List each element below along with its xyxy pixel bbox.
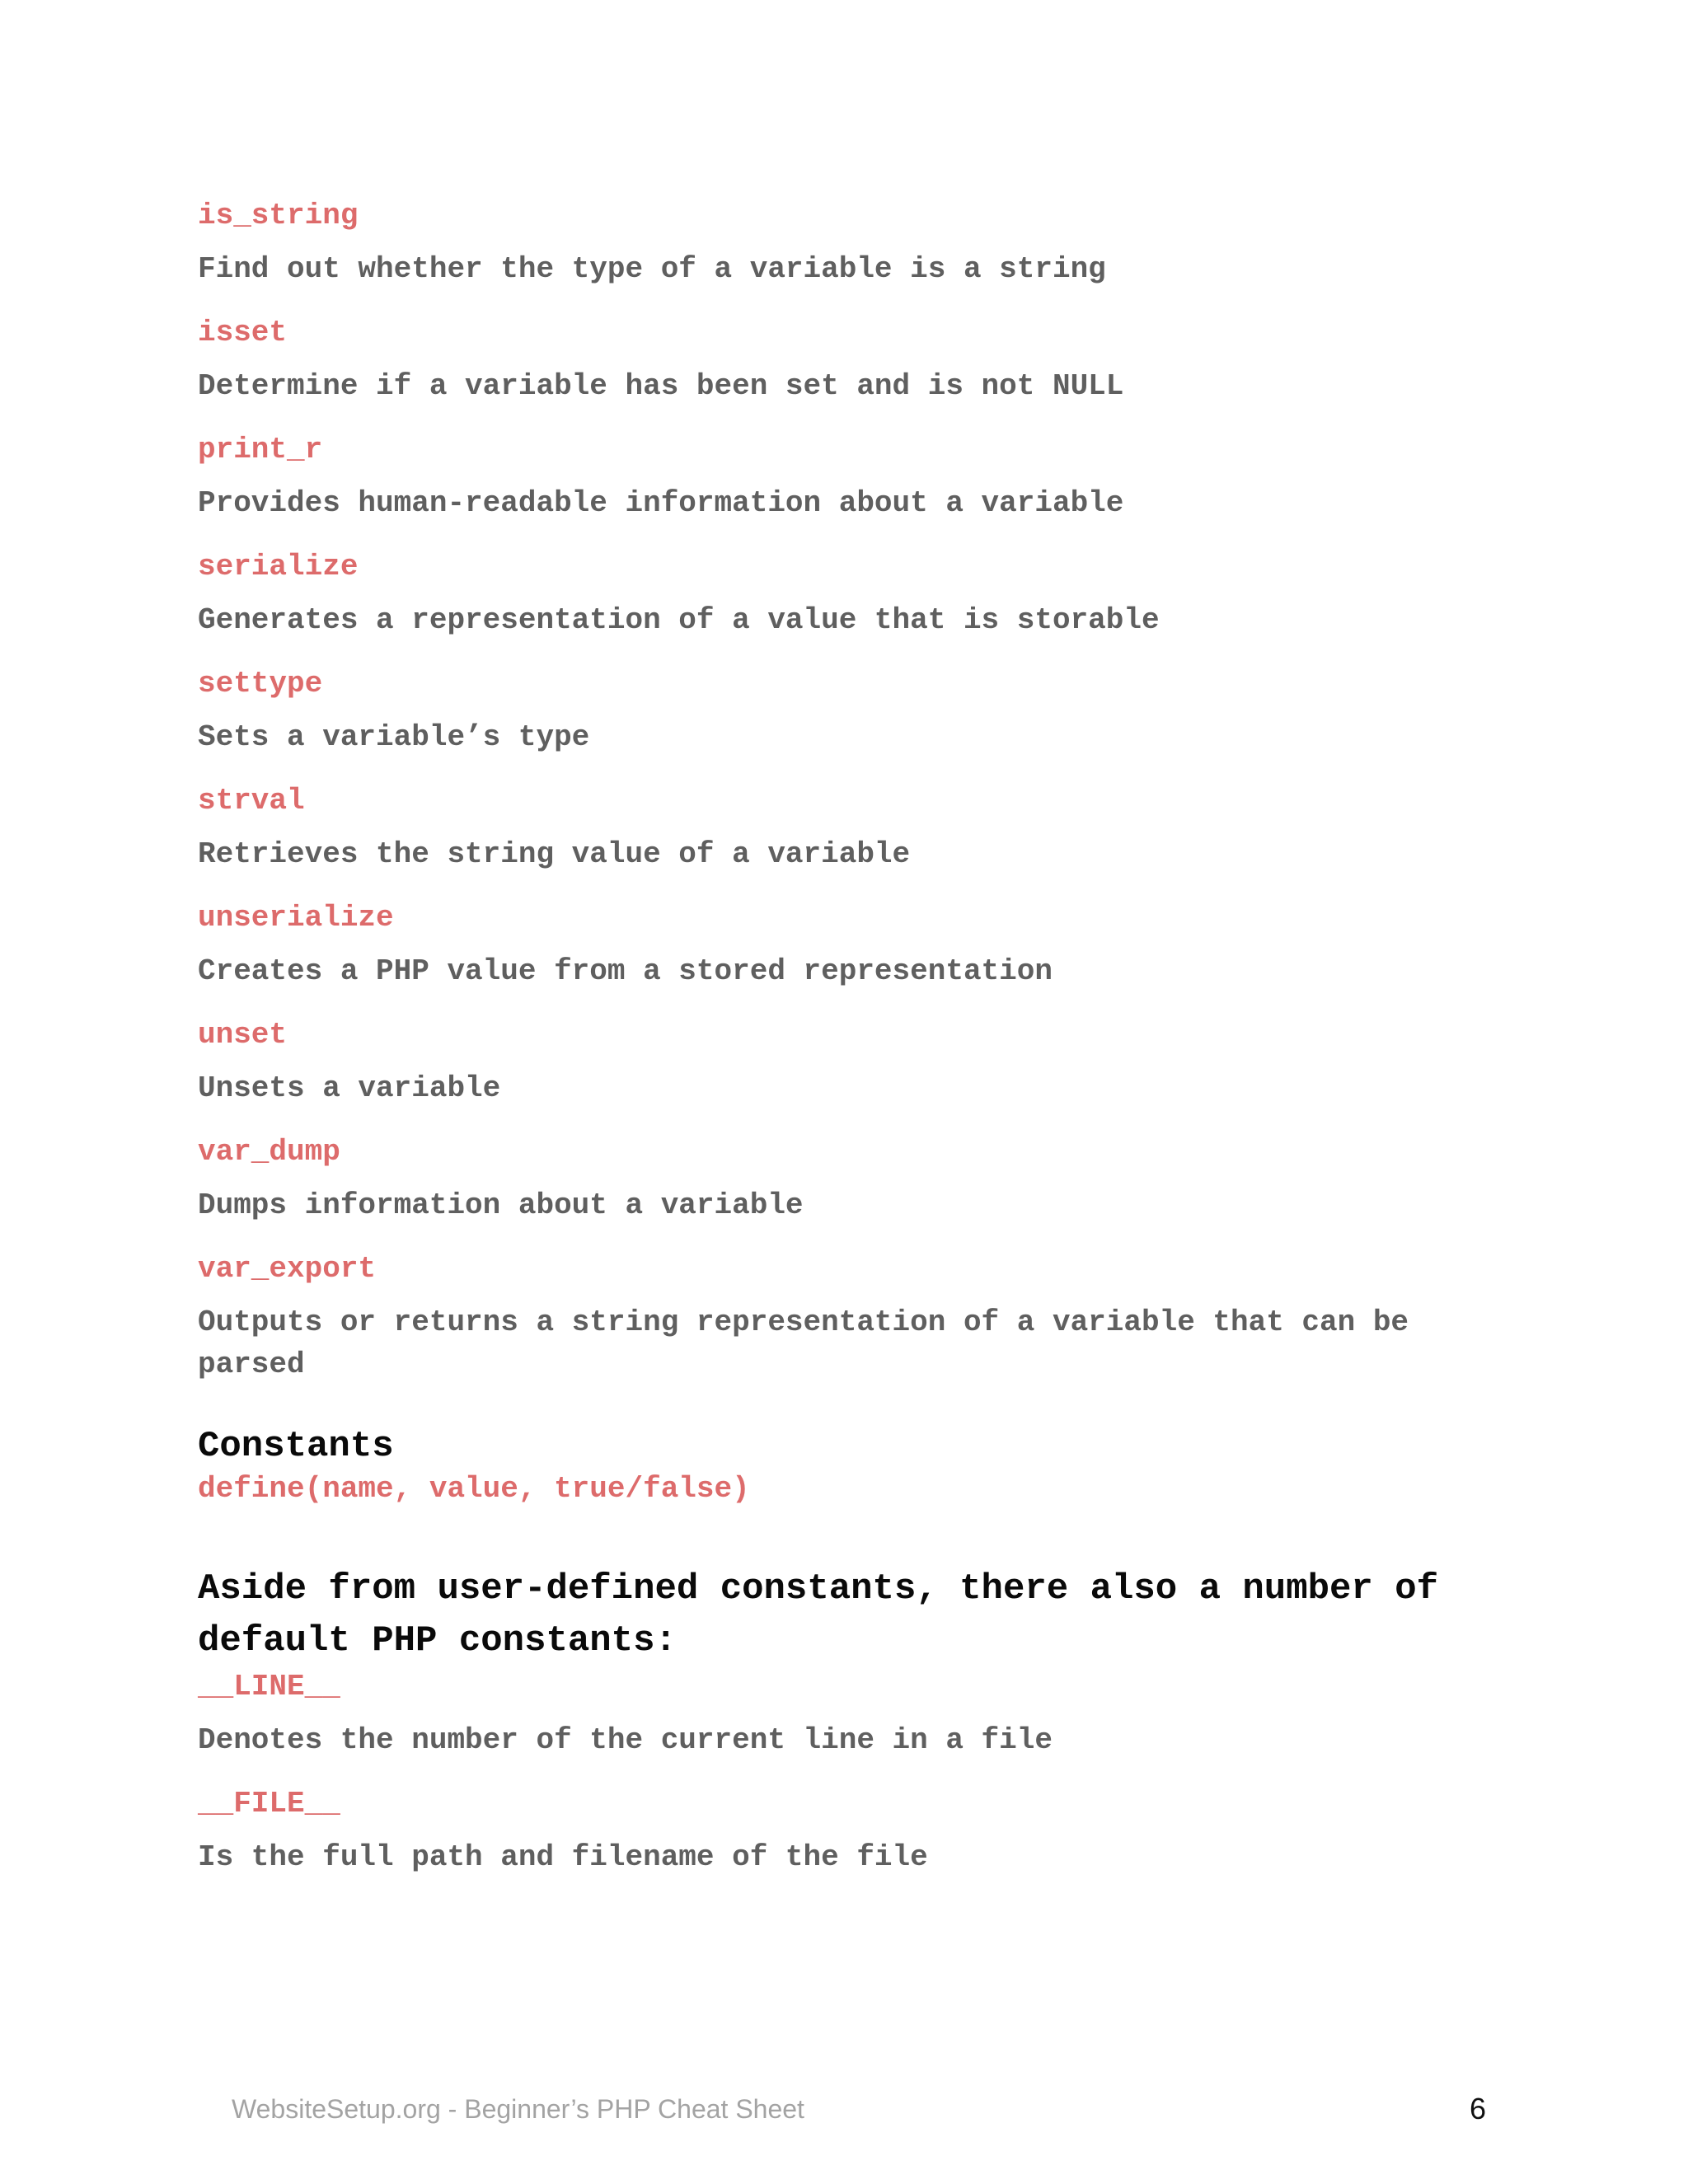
constant-description: Denotes the number of the current line in a file [198,1723,1053,1757]
function-entry-strval [198,781,1484,875]
default-constants-heading: Aside from user-defined constants, there also a number of default PHP constants: [198,1568,1439,1661]
define-signature: define(name, value, true/false) [198,1472,750,1506]
function-entry-unset [198,1015,1484,1109]
function-entry-settype [198,664,1484,758]
function-entry-var-dump [198,1132,1484,1226]
function-name: isset [198,316,288,349]
function-name: var_export [198,1252,377,1286]
function-entry-print-r [198,430,1484,524]
function-name: strval [198,784,305,818]
constants-section [198,1423,1484,1878]
function-name: unserialize [198,901,394,935]
constant-name: __FILE__ [198,1787,340,1821]
footer-text: WebsiteSetup.org - Beginner’s PHP Cheat Sheet [232,2094,804,2124]
function-name: serialize [198,550,359,583]
function-name: unset [198,1018,288,1052]
function-description: Generates a representation of a value that is storable [198,603,1160,637]
function-description: Outputs or returns a string representation of a variable that can be parsed [198,1305,1409,1381]
page-content [198,196,1484,1901]
function-description: Provides human-readable information about a variable [198,486,1124,520]
function-description: Sets a variable’s type [198,720,590,754]
function-name: is_string [198,199,359,232]
constant-entry-file [198,1784,1484,1878]
constant-name: __LINE__ [198,1670,340,1704]
constants-title: Constants [198,1426,394,1467]
constant-entry-line [198,1667,1484,1761]
function-entry-var-export [198,1249,1484,1385]
function-description: Dumps information about a variable [198,1188,804,1222]
function-entry-is-string [198,196,1484,290]
page-number: 6 [1470,2092,1487,2125]
function-entry-serialize [198,547,1484,641]
function-description: Retrieves the string value of a variable [198,837,911,871]
function-name: var_dump [198,1135,340,1169]
function-name: print_r [198,433,323,466]
function-description: Unsets a variable [198,1071,501,1105]
function-entry-isset [198,313,1484,407]
constant-description: Is the full path and filename of the file [198,1840,928,1874]
function-description: Creates a PHP value from a stored representation [198,954,1053,988]
function-entry-unserialize [198,898,1484,992]
function-description: Find out whether the type of a variable is a string [198,252,1106,286]
function-description: Determine if a variable has been set and is not NULL [198,369,1124,403]
function-name: settype [198,667,323,701]
